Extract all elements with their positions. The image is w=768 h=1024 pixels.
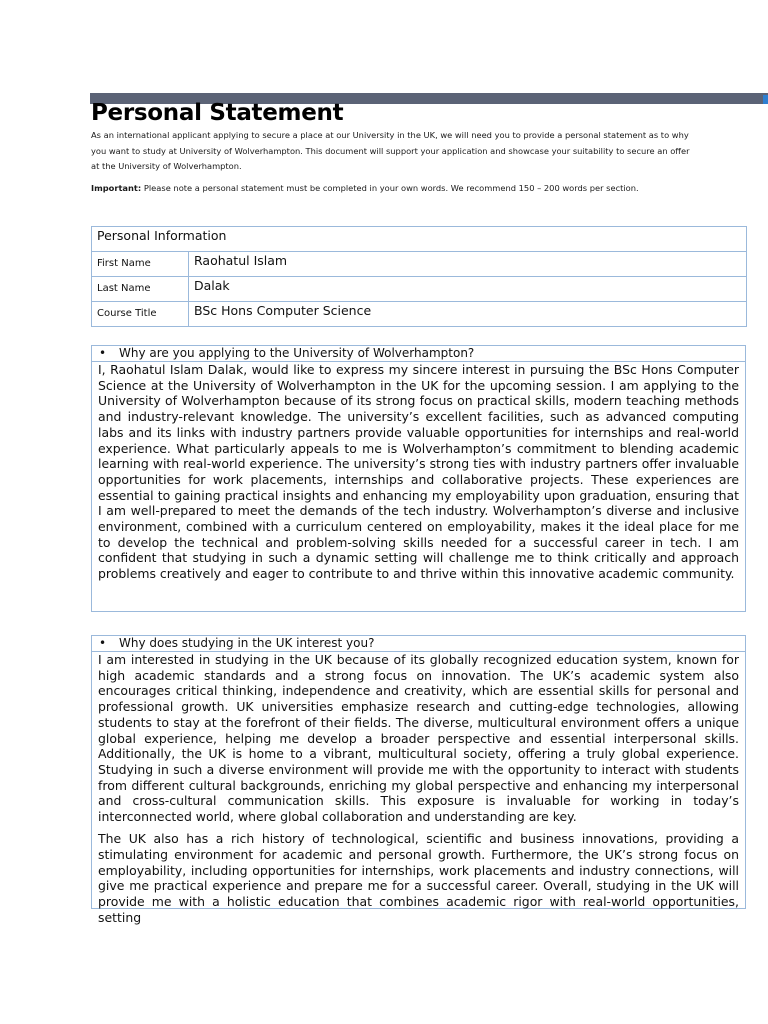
table-row-last-name [92, 277, 747, 302]
first-name-value: Raohatul Islam [189, 252, 747, 277]
personal-information-header-row [92, 227, 747, 252]
answer-paragraph: The UK also has a rich history of technological, scientific and business innovations, providing a stimulating environment for academic and personal growth. Furthermore, the UK’s strong focus on employability, including opportunities for internships, work placements and industry connections, will give me practical experience and prepare me for a successful career. Overall, studying in the UK will provide me with a holistic education that combines academic rigor with real-world opportunities, setting [98, 831, 739, 925]
personal-information-table [91, 226, 747, 327]
important-label: Important: [91, 183, 142, 193]
course-title-value: BSc Hons Computer Science [189, 302, 747, 327]
last-name-value: Dalak [189, 277, 747, 302]
question-box-wolverhampton [91, 345, 746, 612]
question-box-uk [91, 635, 746, 925]
question-text: Why does studying in the UK interest you? [119, 636, 375, 650]
answer-paragraph: I am interested in studying in the UK because of its globally recognized education system, known for high academic standards and a strong focus on innovation. The UK’s academic system also encourages critical thinking, independence and creativity, which are essential skills for personal and professional growth. UK universities emphasize research and cutting-edge technologies, allowing students to stay at the forefront of their fields. The diverse, multicultural environment offers a unique global experience, helping me develop a broader perspective and essential interpersonal skills. Additionally, the UK is home to a vibrant, multicultural society, offering a truly global experience. Studying in such a diverse environment will provide me with the opportunity to interact with students from different cultural backgrounds, enriching my global perspective and enhancing my interpersonal and cross-cultural communication skills. This exposure is invaluable for working in today’s interconnected world, where global collaboration and understanding are key. [98, 652, 739, 825]
last-name-label: Last Name [92, 277, 189, 302]
table-row-course-title [92, 302, 747, 327]
intro-text: As an international applicant applying to secure a place at our University in the UK, we will need you to provide a personal statement as to why you want to study at University of Wolverhampton. This document will support your application and showcase your suitability to secure an offer at the University of Wolverhampton. [91, 130, 690, 171]
answer-body [92, 652, 745, 925]
question-header [92, 346, 745, 362]
course-title-label: Course Title [92, 302, 189, 327]
important-note [91, 181, 731, 195]
question-header [92, 636, 745, 652]
bullet-icon: • [99, 636, 107, 650]
answer-body [92, 362, 745, 582]
personal-information-heading: Personal Information [92, 227, 747, 252]
bullet-icon: • [99, 346, 107, 360]
table-row-first-name [92, 252, 747, 277]
page-title: Personal Statement [91, 100, 344, 126]
answer-paragraph: I, Raohatul Islam Dalak, would like to express my sincere interest in pursuing the BSc Hons Computer Science at the University of Wolverhampton in the UK for the upcoming session. I am applying to the University of Wolverhampton because of its strong focus on practical skills, modern teaching methods and industry-relevant knowledge. The university’s excellent facilities, such as advanced computing labs and its links with industry partners provide valuable opportunities for internships and real-world experience. What particularly appeals to me is Wolverhampton’s commitment to blending academic learning with real-world experience. The university’s strong ties with industry partners offer invaluable opportunities for work placements, internships and collaborative projects. These experiences are essential to gaining practical insights and enhancing my employability upon graduation, ensuring that I am well-prepared to meet the demands of the tech industry. Wolverhampton’s diverse and inclusive environment, combined with a curriculum centered on employability, makes it the ideal place for me to develop the technical and problem-solving skills needed for a successful career in tech. I am confident that studying in such a dynamic setting will challenge me to think critically and approach problems creatively and eager to contribute to and thrive within this innovative academic community. [98, 362, 739, 582]
first-name-label: First Name [92, 252, 189, 277]
important-text: Please note a personal statement must be completed in your own words. We recommend 150 – 200 words per section. [143, 183, 639, 193]
header-bar-accent [763, 95, 768, 104]
question-text: Why are you applying to the University of Wolverhampton? [119, 346, 475, 360]
